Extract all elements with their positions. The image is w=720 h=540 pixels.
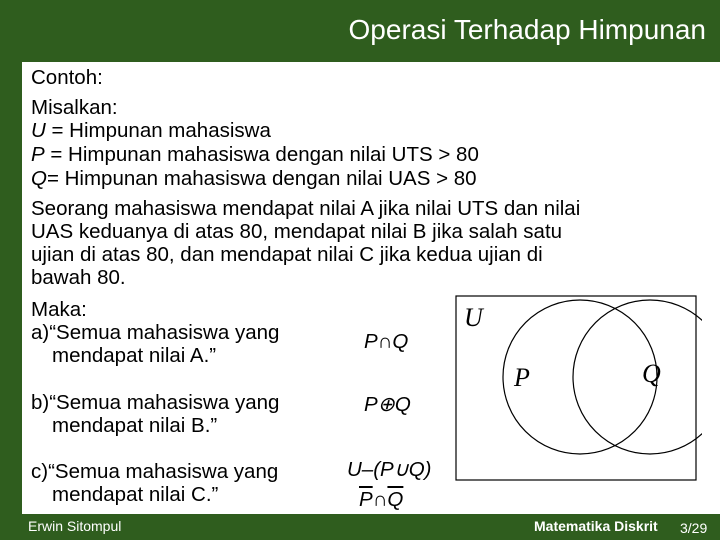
def-q-text: = Himpunan mahasiswa dengan nilai UAS > 80 bbox=[46, 167, 477, 190]
item-b-line1: b)“Semua mahasiswa yang bbox=[31, 391, 280, 414]
def-u-text: = Himpunan mahasiswa bbox=[45, 119, 271, 142]
set-q-circle bbox=[573, 300, 702, 454]
definition-q bbox=[31, 167, 477, 191]
definition-p bbox=[31, 143, 479, 167]
set-p-label: P bbox=[514, 363, 530, 392]
paragraph-line-3: ujian di atas 80, dan mendapat nilai C jika kedua ujian di bbox=[31, 243, 543, 266]
item-a-line2: mendapat nilai A.” bbox=[52, 344, 217, 367]
example-heading: Contoh: bbox=[31, 66, 103, 89]
formula-c-alt-op: ∩ bbox=[372, 488, 388, 511]
universe-label: U bbox=[464, 303, 483, 332]
formula-c-text: U–(P∪Q) bbox=[347, 458, 432, 481]
paragraph-line-4: bawah 80. bbox=[31, 266, 126, 289]
formula-b bbox=[364, 393, 411, 417]
formula-b-text: P⊕Q bbox=[364, 393, 411, 416]
definition-u bbox=[31, 119, 271, 143]
paragraph-line-1: Seorang mahasiswa mendapat nilai A jika nilai UTS dan nilai bbox=[31, 197, 581, 220]
item-a-line1: a)“Semua mahasiswa yang bbox=[31, 321, 280, 344]
footer-course: Matematika Diskrit bbox=[534, 518, 658, 534]
universe-box bbox=[456, 296, 696, 480]
item-c-line2: mendapat nilai C.” bbox=[52, 483, 219, 506]
formula-a bbox=[364, 330, 408, 354]
formula-c-alt-q: $\overline{Q}$ bbox=[387, 488, 404, 511]
formula-a-text: P∩Q bbox=[364, 330, 409, 353]
var-u: U bbox=[31, 119, 46, 142]
slide-title: Operasi Terhadap Himpunan bbox=[348, 14, 706, 45]
formula-c bbox=[347, 458, 431, 482]
page-number: 3/29 bbox=[680, 520, 708, 536]
footer-author: Erwin Sitompul bbox=[28, 518, 122, 534]
item-c-line1: c)“Semua mahasiswa yang bbox=[31, 460, 279, 483]
var-p: P bbox=[31, 143, 45, 166]
set-q-label: Q bbox=[642, 359, 661, 388]
maka-label: Maka: bbox=[31, 298, 87, 321]
formula-c-alt bbox=[359, 488, 403, 512]
def-p-text: = Himpunan mahasiswa dengan nilai UTS > 80 bbox=[44, 143, 479, 166]
venn-diagram bbox=[442, 240, 702, 490]
intro-text: Misalkan: bbox=[31, 96, 118, 119]
formula-c-alt-p: $\overline{P}$ bbox=[359, 488, 373, 511]
var-q: Q bbox=[31, 167, 47, 190]
item-b-line2: mendapat nilai B.” bbox=[52, 414, 218, 437]
paragraph-line-2: UAS keduanya di atas 80, mendapat nilai B jika salah satu bbox=[31, 220, 563, 243]
